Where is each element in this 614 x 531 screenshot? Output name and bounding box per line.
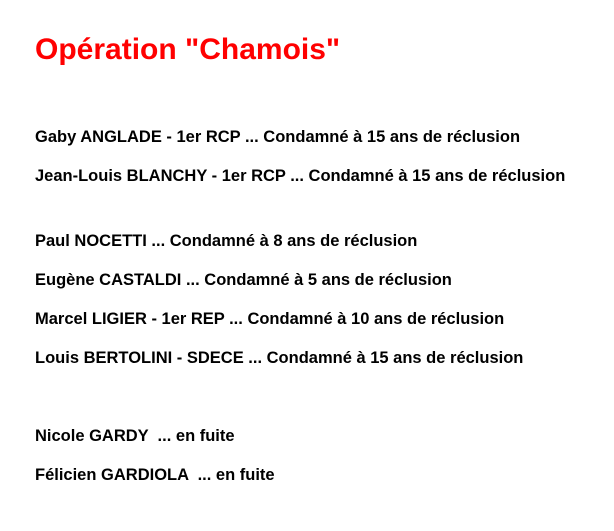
convicted-entry-blanchy: Jean-Louis BLANCHY - 1er RCP ... Condamné à 15 ans de réclusion	[35, 167, 566, 185]
convicted-entry-ligier: Marcel LIGIER - 1er REP ... Condamné à 10 ans de réclusion	[35, 310, 505, 328]
fugitive-entry-gardy: Nicole GARDY ... en fuite	[35, 427, 235, 445]
fugitive-entry-gardiola: Félicien GARDIOLA ... en fuite	[35, 466, 275, 484]
convicted-entry-bertolini: Louis BERTOLINI - SDECE ... Condamné à 15 ans de réclusion	[35, 349, 524, 367]
convicted-entry-castaldi: Eugène CASTALDI ... Condamné à 5 ans de réclusion	[35, 271, 452, 289]
convicted-entry-nocetti: Paul NOCETTI ... Condamné à 8 ans de réclusion	[35, 232, 418, 250]
page-title: Opération "Chamois"	[35, 33, 341, 66]
convicted-entry-anglade: Gaby ANGLADE - 1er RCP ... Condamné à 15 ans de réclusion	[35, 128, 521, 146]
